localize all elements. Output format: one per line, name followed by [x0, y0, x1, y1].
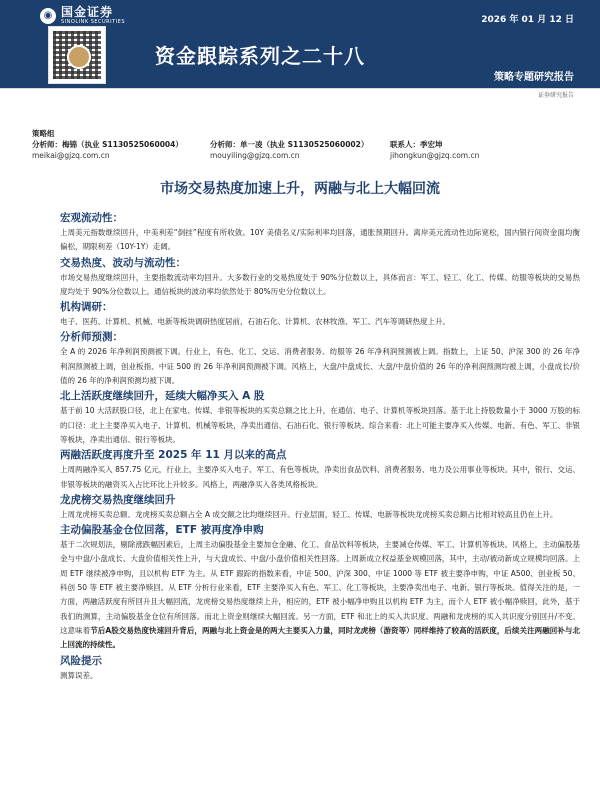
section-body: 上周龙虎榜买卖总额、龙虎榜买卖总额占全 A 成交额之比均继续回升。行业层面，轻工、传媒、电新等板块龙虎榜买卖总额占比相对较高且仍在上升。: [60, 509, 558, 519]
section-body: 上周美元指数继续回升，中美利差“倒挂”程度有所收敛。10Y 美债名义/实际利率均回落，通胀预期回升。离岸美元流动性边际宽松，国内银行间资金面均衡偏松，期限利差（10Y-1Y）走阔。: [60, 228, 580, 252]
report-date: 2026 年 01 月 12 日: [481, 15, 574, 25]
main-title: 市场交易热度加速上升，两融与北上大幅回流: [160, 181, 440, 197]
report-type: 策略专题研究报告: [494, 72, 574, 83]
section-heading: 机构调研：: [60, 301, 113, 314]
report-header: [0, 0, 600, 88]
author-role: 分析师：: [32, 140, 62, 149]
author-email[interactable]: meikai@gjzq.com.cn: [32, 151, 110, 160]
author-block: [32, 128, 572, 161]
author-role: 联系人：: [390, 140, 420, 149]
section-heading: 两融活跃度再度升至 2025 年 11 月以来的高点: [60, 449, 287, 462]
logo-cn: 国金证券: [61, 5, 114, 19]
company-logo: [40, 6, 125, 25]
author-name: 梅锦（执业 S1130525060004）: [62, 140, 183, 149]
section-heading: 交易热度、波动与流动性：: [60, 256, 186, 269]
author-name: 单一凌（执业 S1130525060002）: [240, 140, 369, 149]
author-email[interactable]: mouyiling@gjzq.com.cn: [210, 151, 300, 160]
section-emphasis: 节后A股交易热度快速回升背后，两融与北上资金是的两大主要买入力量，同时龙虎榜（游资等）同样维持了较高的活跃度，后续关注两融回补与北上回流的持续性。: [60, 625, 580, 650]
section-body: 全 A 的 2026 年净利润预测被下调。行业上，有色、化工、交运、消费者服务、纺服等 26 年净利润预测被上调。指数上，上证 50、沪深 300 的 26 年净利润预测被上调，创业板指、中证 500 的 26 年净利润预测被下调。风格上，大盘/中盘成长、大盘/中盘价值的 26 年的净利润预测均被上调，小盘成长/价值的 26 年的净利润预测均被下调。: [60, 347, 580, 386]
section-body: 电子、医药、计算机、机械、电新等板块调研热度居前，石油石化、计算机、农林牧渔、军工、汽车等调研热度上升。: [60, 317, 450, 327]
author-email[interactable]: jihongkun@gjzq.com.cn: [390, 151, 480, 160]
section-heading: 分析师预测：: [60, 331, 123, 344]
section-body: 基于二次规划法，剔除涨跌幅因素后，上周主动偏股基金主要加仓金融、化工、食品饮料等板块，主要减仓传媒、军工、计算机等板块。风格上，主动偏股基金与中盘/小盘成长、大盘价值相关性上升，与大盘成长、中盘/小盘价值相关性回落。上周新成立权益基金规模回落，其中，主动/被动新成立规模均回落。上周 ETF 继续被净申购，且以机构 ETF 为主。从 ETF 跟踪的指数来看，中证 500、沪深 300、中证 1000 等 ETF 被主要净申购，中证 A500、创业板 50、科创 50 等 ETF 被主要净赎回。从 ETF 分析行业来看，ETF 主要净买入有色、军工、化工等板块，主要净卖出电子、电新、银行等板块。值得关注的是，一方面，两融活跃度有所回升且大幅回流，龙虎榜交易热度继续上升，相应的，ETF 被小幅净申购且以机构 ETF 为主，而个人 ETF 被小幅净赎回，此外，基于我们的测算，主动偏股基金仓位有所回落。而北上资金则继续大幅回流。另一方面，ETF 和北上的买入共识度、两融和龙虎榜的买入共识度分别回升/不变。这意味着: [60, 540, 580, 635]
report-body: [60, 210, 580, 683]
section-body: 上周两融净买入 857.75 亿元，行业上，主要净买入电子、军工、有色等板块，净卖出食品饮料、消费者服务、电力及公用事业等板块。其中，银行、交运、非银等板块的融资买入占比环比上升较多。风格上，两融净买入各类风格板块。: [60, 465, 580, 489]
qr-code-icon: [48, 26, 106, 84]
header-divider: [0, 88, 600, 101]
author-role: 分析师：: [210, 140, 240, 149]
section-body: 测算误差。: [60, 670, 98, 680]
org-label: 证券研究报告: [537, 92, 574, 99]
section-heading: 风险提示: [60, 654, 102, 667]
section-heading: 北上活跃度继续回升，延续大幅净买入 A 股: [60, 390, 265, 403]
section-body: 市场交易热度继续回升，主要指数流动率均回升。大多数行业的交易热度处于 90%分位数以上，具体而言：军工、轻工、化工、传媒、纺服等板块的交易热度均处于 90%分位数以上。通信板块的波动率均依然处于 80%历史分位数以上。: [60, 272, 580, 296]
section-heading: 龙虎榜交易热度继续回升: [60, 493, 176, 506]
report-series-title: 资金跟踪系列之二十八: [155, 44, 365, 68]
logo-icon: ◉: [40, 8, 56, 24]
group-label: 策略组: [32, 129, 55, 138]
section-heading: 主动偏股基金仓位回落，ETF 被再度净申购: [60, 524, 264, 537]
author-name: 季宏坤: [420, 140, 443, 149]
logo-en: SINOLINK SECURITIES: [61, 19, 125, 25]
section-heading: 宏观流动性：: [60, 212, 123, 224]
section-body-group: [60, 538, 580, 652]
section-body: 基于前 10 大活跃股口径，北上在家电、传媒、非银等板块的买卖总额之比上升，在通信、电子、计算机等板块回落。基于北上持股数量小于 3000 万股的标的口径：北上主要净买入电子、计算机、机械等板块，净卖出通信、石油石化、银行等板块。综合来看：北上可能主要净买入传媒、电新、有色、军工、非银等板块，净卖出通信、银行等板块。: [60, 406, 580, 444]
